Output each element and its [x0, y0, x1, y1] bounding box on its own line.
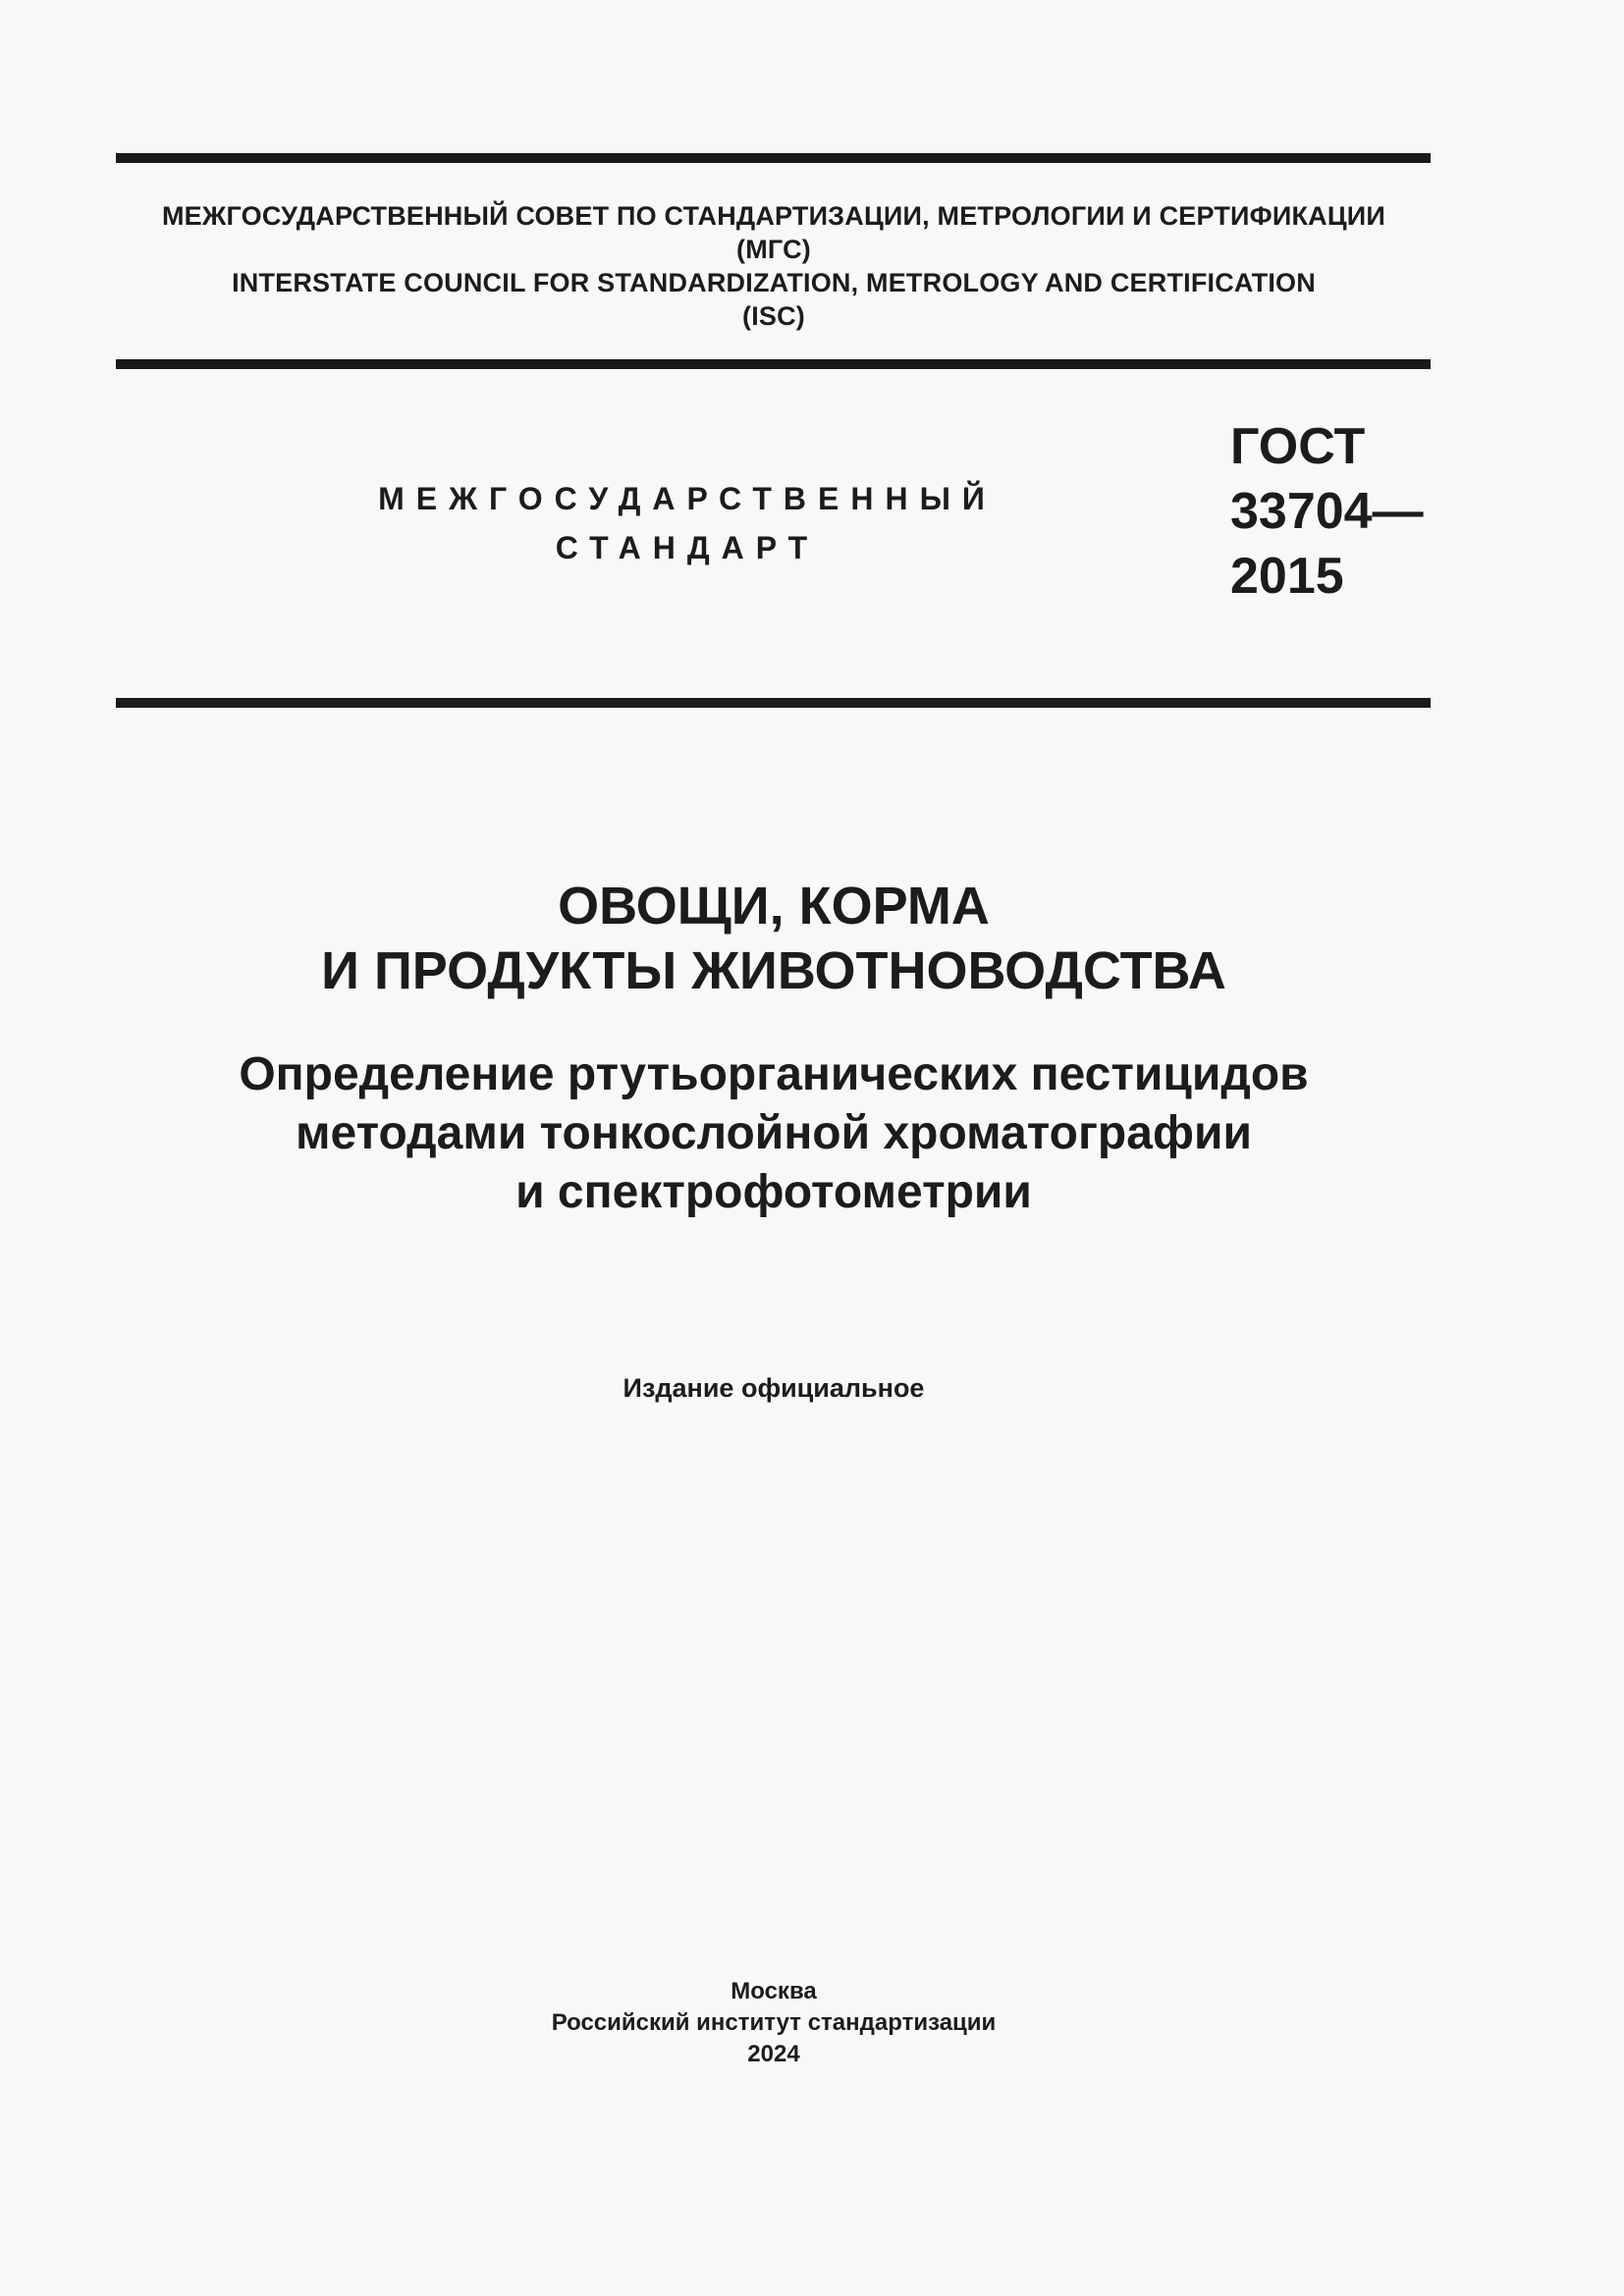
standard-kind-line1: МЕЖГОСУДАРСТВЕННЫЙ	[378, 481, 997, 516]
designation-bottom-rule	[116, 698, 1431, 708]
publisher-year: 2024	[747, 2041, 800, 2067]
subtitle-line2: методами тонкослойной хроматографии	[296, 1107, 1252, 1159]
title-line1: ОВОЩИ, КОРМА	[558, 877, 990, 935]
gost-prefix: ГОСТ	[1230, 418, 1366, 475]
standard-kind	[295, 474, 1080, 572]
edition-note: Издание официальное	[623, 1373, 925, 1403]
council-name-en: INTERSTATE COUNCIL FOR STANDARDIZATION, METROLOGY AND CERTIFICATION	[232, 268, 1316, 297]
council-header	[0, 199, 1547, 333]
top-rule	[116, 153, 1431, 163]
title-line2: И ПРОДУКТЫ ЖИВОТНОВОДСТВА	[321, 941, 1226, 1000]
document-subtitle	[0, 1045, 1547, 1222]
subtitle-line3: и спектрофотометрии	[515, 1166, 1032, 1218]
publisher-block	[0, 1976, 1547, 2070]
gost-year: 2015	[1230, 548, 1344, 605]
gost-number: 33704—	[1230, 483, 1424, 540]
gost-designation	[1230, 414, 1424, 609]
publisher-city: Москва	[731, 1978, 817, 2004]
subtitle-line1: Определение ртутьорганических пестицидов	[239, 1048, 1309, 1100]
header-bottom-rule	[116, 359, 1431, 369]
council-name-ru: МЕЖГОСУДАРСТВЕННЫЙ СОВЕТ ПО СТАНДАРТИЗАЦИИ, МЕТРОЛОГИИ И СЕРТИФИКАЦИИ	[161, 201, 1386, 231]
document-title	[0, 874, 1547, 1003]
publisher-institute: Российский институт стандартизации	[551, 2009, 997, 2036]
council-abbr-en: (ISC)	[742, 301, 805, 331]
council-abbr-ru: (МГС)	[736, 235, 811, 264]
standard-kind-line2: СТАНДАРТ	[555, 530, 820, 565]
